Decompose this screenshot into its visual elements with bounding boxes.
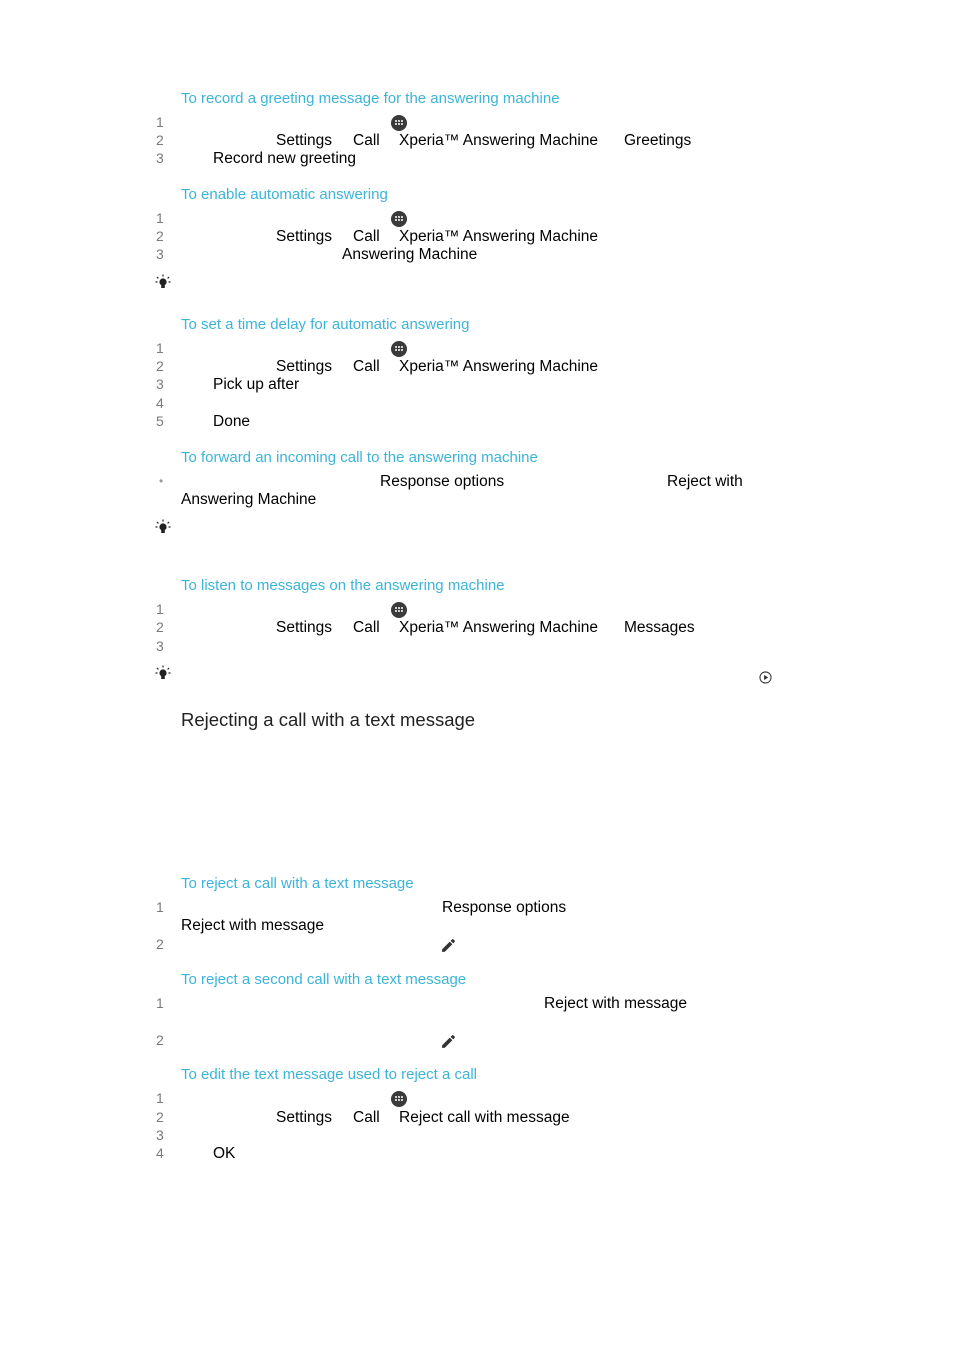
label-greetings: Greetings: [624, 132, 692, 149]
apps-grid-icon: [391, 115, 407, 131]
step-number: 1: [156, 210, 164, 226]
step-number: 1: [156, 995, 164, 1011]
label-call: Call: [353, 358, 380, 375]
label-done: Done: [213, 413, 251, 430]
step-number: 3: [156, 1127, 164, 1143]
step-number: 4: [156, 395, 164, 411]
apps-grid-icon: [391, 341, 407, 357]
label-call: Call: [353, 1109, 380, 1126]
label-ok: OK: [213, 1145, 236, 1162]
section-heading-listen-messages: To listen to messages on the answering machine: [181, 577, 505, 594]
step-number: 2: [156, 936, 164, 952]
label-settings: Settings: [276, 1109, 333, 1126]
label-messages: Messages: [624, 619, 695, 636]
apps-grid-icon: [391, 602, 407, 618]
section-heading-forward-call: To forward an incoming call to the answering machine: [181, 449, 538, 466]
label-reject-with-message: Reject with message: [544, 995, 688, 1012]
label-answering-machine: Answering Machine: [181, 491, 317, 508]
section-title: Rejecting a call with a text message: [181, 709, 476, 730]
label-call: Call: [353, 132, 380, 149]
step-number: 1: [156, 340, 164, 356]
step-number: 4: [156, 1145, 164, 1161]
step-number: 5: [156, 413, 164, 429]
bullet-point: •: [159, 474, 164, 488]
lightbulb-icon: [155, 665, 171, 681]
step-number: 2: [156, 1109, 164, 1125]
step-number: 2: [156, 132, 164, 148]
apps-grid-icon: [391, 1091, 407, 1107]
label-settings: Settings: [276, 132, 333, 149]
section-heading-edit-reject-message: To edit the text message used to reject a call: [181, 1066, 477, 1083]
label-response-options: Response options: [380, 473, 505, 490]
label-reject-with-message: Reject with message: [181, 917, 325, 934]
step-number: 1: [156, 1090, 164, 1106]
step-number: 3: [156, 150, 164, 166]
step-number: 2: [156, 1032, 164, 1048]
section-heading-enable-auto-answer: To enable automatic answering: [181, 186, 388, 203]
label-reject-with: Reject with: [667, 473, 743, 490]
label-settings: Settings: [276, 228, 333, 245]
label-reject-call-with-message: Reject call with message: [399, 1109, 570, 1126]
apps-grid-icon: [391, 211, 407, 227]
step-number: 3: [156, 638, 164, 654]
step-number: 3: [156, 246, 164, 262]
step-number: 3: [156, 376, 164, 392]
play-circle-icon: [759, 671, 772, 684]
label-settings: Settings: [276, 358, 333, 375]
step-number: 1: [156, 899, 164, 915]
step-number: 1: [156, 114, 164, 130]
pencil-icon: [440, 1033, 457, 1050]
section-heading-reject-with-text: To reject a call with a text message: [181, 875, 414, 892]
label-call: Call: [353, 619, 380, 636]
label-answering-machine: Xperia™ Answering Machine: [399, 358, 599, 375]
label-pick-up-after: Pick up after: [213, 376, 300, 393]
step-number: 2: [156, 228, 164, 244]
section-heading-reject-second-call: To reject a second call with a text message: [181, 971, 467, 988]
label-call: Call: [353, 228, 380, 245]
step-number: 2: [156, 358, 164, 374]
lightbulb-icon: [155, 519, 171, 535]
label-answering-machine-toggle: Answering Machine: [342, 246, 478, 263]
label-answering-machine: Xperia™ Answering Machine: [399, 619, 599, 636]
step-number: 2: [156, 619, 164, 635]
section-heading-time-delay: To set a time delay for automatic answering: [181, 316, 470, 333]
pencil-icon: [440, 937, 457, 954]
label-answering-machine: Xperia™ Answering Machine: [399, 132, 599, 149]
label-settings: Settings: [276, 619, 333, 636]
step-number: 1: [156, 601, 164, 617]
section-heading-record-greeting: To record a greeting message for the answering machine: [181, 90, 560, 107]
label-response-options: Response options: [442, 899, 567, 916]
label-answering-machine: Xperia™ Answering Machine: [399, 228, 599, 245]
label-record-new-greeting: Record new greeting: [213, 150, 357, 167]
lightbulb-icon: [155, 274, 171, 290]
